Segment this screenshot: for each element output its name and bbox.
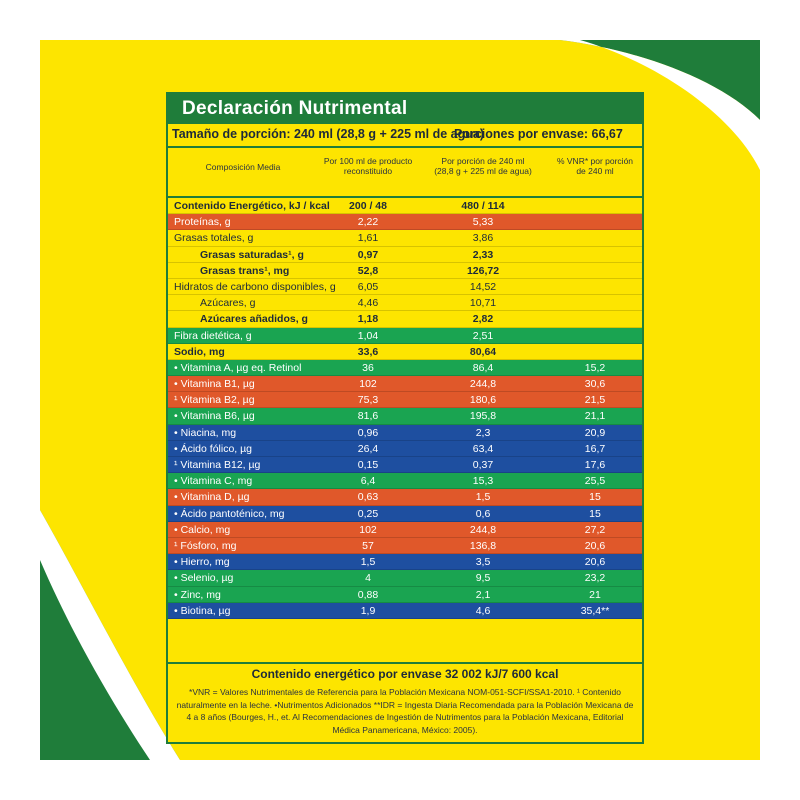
value-vnr-percent: 15	[589, 491, 601, 504]
value-per-100ml: 81,6	[357, 410, 379, 423]
value-per-100ml: 33,6	[357, 345, 379, 358]
value-per-100ml: 200 / 48	[349, 200, 387, 212]
value-per-serving: 2,3	[475, 426, 491, 439]
nutrient-row	[168, 603, 642, 619]
value-vnr-percent: 15,2	[584, 361, 606, 374]
column-header-per-serving: Por porción de 240 ml (28,8 g + 225 ml de agua)	[434, 156, 532, 176]
value-vnr-percent: 20,6	[584, 556, 606, 569]
value-per-100ml: 1,9	[360, 604, 376, 617]
bottom-left-green-swoosh	[40, 510, 180, 760]
nutrient-row	[168, 360, 642, 376]
value-per-serving: 244,8	[469, 378, 497, 391]
value-per-serving: 2,51	[472, 329, 494, 342]
nutrient-row	[168, 425, 642, 441]
nutrient-row	[168, 522, 642, 538]
value-per-100ml: 2,22	[357, 216, 379, 229]
serving-size: Tamaño de porción: 240 ml (28,8 g + 225 ml de agua)	[172, 127, 485, 141]
nutrient-name: Azúcares añadidos, g	[200, 313, 308, 326]
value-per-100ml: 1,5	[360, 556, 376, 569]
value-per-100ml: 1,61	[357, 232, 379, 245]
value-per-serving: 244,8	[469, 523, 497, 536]
value-per-serving: 180,6	[469, 394, 497, 407]
nutrient-name: • Selenio, µg	[174, 572, 234, 585]
footnote: *VNR = Valores Nutrimentales de Referencia para la Población Mexicana NOM-051-SCFI/SSA1-2010. ¹ Contenido naturalmente en la leche. •Nutrimentos Adicionados **IDR = Ingesta Diaria Recomendada para la Población Mexicana de 4 a 8 años (Bourges, H., et. Al Recomendaciones de Ingestión de Nutrimentos para la Población Mexicana, Editorial Médica Panamericana, México: 2005).	[176, 687, 634, 735]
value-vnr-percent: 35,4**	[580, 604, 610, 617]
nutrient-row	[168, 344, 642, 360]
column-headers	[168, 148, 642, 198]
nutrient-name: Contenido Energético, kJ / kcal	[174, 200, 330, 212]
nutrient-name: Grasas totales, g	[174, 232, 254, 245]
value-per-100ml: 1,18	[357, 313, 379, 326]
nutrient-name: • Vitamina B1, µg	[174, 378, 255, 391]
nutrient-name: • Ácido pantoténico, mg	[174, 507, 285, 520]
nutrient-row	[168, 295, 642, 311]
value-per-serving: 195,8	[469, 410, 497, 423]
nutrient-row	[168, 392, 642, 408]
value-per-100ml: 6,4	[360, 475, 376, 488]
nutrient-name: • Biotina, µg	[174, 604, 231, 617]
nutrient-row	[168, 506, 642, 522]
nutrient-name: Azúcares, g	[200, 297, 256, 310]
nutrient-row	[168, 554, 642, 570]
serving-info	[168, 124, 642, 148]
nutrient-name: • Calcio, mg	[174, 523, 231, 536]
value-per-serving: 0,37	[472, 459, 494, 471]
nutrient-row	[168, 214, 642, 230]
nutrient-name: • Vitamina B6, µg	[174, 410, 255, 423]
value-per-serving: 3,5	[475, 556, 491, 569]
nutrient-rows	[168, 198, 642, 619]
value-per-100ml: 1,04	[357, 329, 379, 342]
nutrient-name: • Ácido fólico, µg	[174, 442, 253, 455]
value-vnr-percent: 17,6	[584, 459, 606, 471]
nutrient-row	[168, 263, 642, 279]
value-per-serving: 4,6	[475, 604, 491, 617]
nutrient-name: • Vitamina D, µg	[174, 491, 250, 504]
value-per-serving: 63,4	[472, 442, 494, 455]
value-vnr-percent: 27,2	[584, 523, 606, 536]
label-title: Declaración Nutrimental	[182, 98, 408, 119]
nutrient-name: • Vitamina A, µg eq. Retinol	[174, 361, 302, 374]
value-vnr-percent: 16,7	[584, 442, 606, 455]
nutrient-name: Grasas saturadas¹, g	[200, 248, 304, 261]
nutrition-facts-label	[166, 92, 644, 744]
value-vnr-percent: 21,1	[584, 410, 606, 423]
value-vnr-percent: 21,5	[584, 394, 606, 407]
value-per-100ml: 102	[359, 378, 377, 391]
value-per-serving: 480 / 114	[461, 200, 505, 212]
nutrient-row	[168, 247, 642, 263]
title-bar	[168, 94, 642, 124]
nutrient-row	[168, 457, 642, 473]
value-per-serving: 1,5	[475, 491, 491, 504]
value-per-100ml: 36	[362, 361, 374, 374]
nutrient-name: Grasas trans¹, mg	[200, 264, 290, 277]
value-per-100ml: 0,15	[357, 459, 379, 471]
nutrient-row	[168, 538, 642, 554]
value-per-serving: 136,8	[469, 539, 497, 552]
value-per-serving: 80,64	[469, 345, 497, 358]
column-header-composition: Composición Media	[205, 162, 281, 172]
value-per-100ml: 0,88	[357, 588, 379, 601]
nutrient-name: • Niacina, mg	[174, 426, 237, 439]
value-per-100ml: 26,4	[357, 442, 379, 455]
value-per-100ml: 6,05	[357, 280, 379, 293]
nutrient-row	[168, 279, 642, 295]
value-per-serving: 2,1	[475, 588, 491, 601]
value-per-100ml: 0,63	[357, 491, 379, 504]
nutrient-name: Sodio, mg	[174, 345, 225, 358]
value-per-100ml: 57	[362, 539, 374, 552]
nutrient-row	[168, 441, 642, 457]
value-per-100ml: 75,3	[357, 394, 379, 407]
value-per-serving: 14,52	[469, 280, 497, 293]
value-per-serving: 0,6	[475, 507, 491, 520]
nutrient-row	[168, 311, 642, 327]
nutrient-name: • Zinc, mg	[174, 588, 221, 601]
nutrient-row	[168, 570, 642, 586]
value-per-100ml: 0,96	[357, 426, 379, 439]
value-vnr-percent: 20,6	[584, 539, 606, 552]
nutrient-name: ¹ Vitamina B2, µg	[174, 394, 255, 407]
value-per-serving: 9,5	[475, 572, 491, 585]
nutrient-name: Proteínas, g	[174, 216, 231, 229]
nutrient-row	[168, 198, 642, 214]
value-per-serving: 5,33	[472, 216, 494, 229]
value-per-serving: 2,33	[472, 248, 494, 261]
total-energy-per-container: Contenido energético por envase 32 002 kJ/7 600 kcal	[168, 662, 642, 681]
value-per-100ml: 0,97	[357, 248, 379, 261]
nutrient-row	[168, 328, 642, 344]
value-vnr-percent: 25,5	[584, 475, 606, 488]
value-vnr-percent: 21	[589, 588, 601, 601]
nutrient-name: Fibra dietética, g	[174, 329, 252, 342]
value-vnr-percent: 15	[589, 507, 601, 520]
value-per-100ml: 0,25	[357, 507, 379, 520]
nutrient-name: ¹ Fósforo, mg	[174, 539, 237, 552]
nutrient-name: • Hierro, mg	[174, 556, 230, 569]
nutrient-name: • Vitamina C, mg	[174, 475, 253, 488]
value-per-serving: 86,4	[472, 361, 494, 374]
column-header-per-100ml: Por 100 ml de producto reconstituido	[323, 156, 413, 176]
nutrient-row	[168, 473, 642, 489]
value-vnr-percent: 30,6	[584, 378, 606, 391]
value-vnr-percent: 23,2	[584, 572, 606, 585]
value-per-100ml: 52,8	[357, 264, 379, 277]
nutrient-row	[168, 587, 642, 603]
value-per-serving: 126,72	[466, 264, 500, 277]
nutrient-row	[168, 408, 642, 424]
nutrient-row	[168, 376, 642, 392]
value-per-serving: 15,3	[472, 475, 494, 488]
value-per-serving: 10,71	[469, 297, 497, 310]
nutrient-name: Hidratos de carbono disponibles, g	[174, 280, 336, 293]
servings-per-container: Porciones por envase: 66,67	[454, 127, 623, 141]
value-per-serving: 3,86	[472, 232, 494, 245]
column-header-vnr: % VNR* por porción de 240 ml	[556, 156, 634, 176]
nutrient-row	[168, 230, 642, 246]
nutrient-row	[168, 489, 642, 505]
value-per-100ml: 4	[365, 572, 371, 585]
value-per-100ml: 102	[359, 523, 377, 536]
value-per-100ml: 4,46	[357, 297, 379, 310]
value-per-serving: 2,82	[472, 313, 494, 326]
nutrient-name: ¹ Vitamina B12, µg	[174, 459, 261, 471]
value-vnr-percent: 20,9	[584, 426, 606, 439]
